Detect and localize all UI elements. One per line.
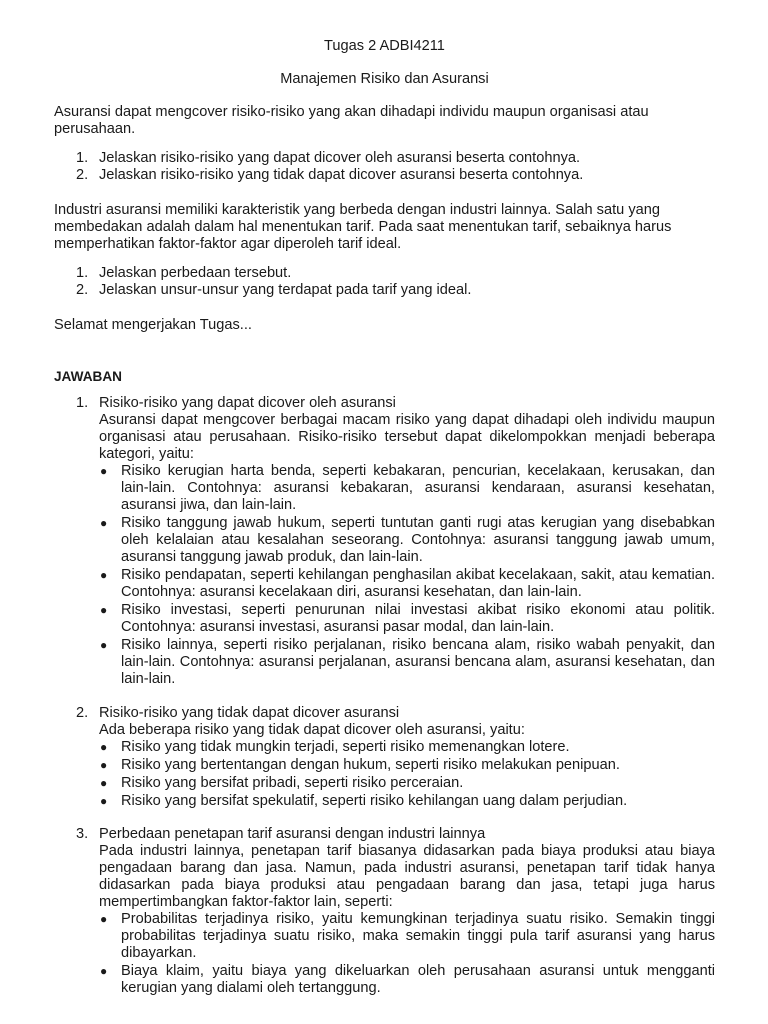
answer-1: 1. Risiko-risiko yang dapat dicover oleh asuransi Asuransi dapat mengcover berbagai macam risiko yang dapat dihadapi oleh individu maupun organisasi atau perusahaan. Risiko-risiko tersebut dapat dikelompokkan menjadi beberapa kategori, yaitu: ● Risiko kerugian harta benda, seperti kebakaran, pencurian, kecelakaan, kerusakan, dan lain-lain. Contohnya: asuransi kebakaran, asuransi kendaraan, asuransi kesehatan, asuransi jiwa, dan lain-lain. ● Risiko tanggung jawab hukum, seperti tuntutan ganti rugi atas kerugian yang disebabkan oleh kelalaian atau kesalahan seseorang. Contohnya: asuransi tanggung jawab umum, asuransi tanggung jawab produk, dan lain-lain. ● Risiko pendapatan, seperti kehilangan penghasilan akibat kecelakaan, sakit, atau kematian. Contohnya: asuransi kecelakaan diri, asuransi kesehatan, dan lain-lain. ● Risiko investasi, seperti penurunan nilai investasi akibat risiko ekonomi atau politik. Contohnya: asuransi investasi, asuransi pasar modal, dan lain-lain. ● Risiko lainnya, seperti risiko perjalanan, risiko bencana alam, risiko wabah penyakit, dan lain-lain. Contohnya: asuransi perjalanan, asuransi bencana alam, asuransi kesehatan, dan lain-lain. <box>76 395 715 687</box>
list-item: ● Risiko pendapatan, seperti kehilangan penghasilan akibat kecelakaan, sakit, atau kematian. Contohnya: asuransi kecelakaan diri, asuransi kesehatan, dan lain-lain. <box>100 567 715 600</box>
question-item: 1. Jelaskan risiko-risiko yang dapat dicover oleh asuransi beserta contohnya. <box>76 150 581 166</box>
intro-paragraph-2: Industri asuransi memiliki karakteristik yang berbeda dengan industri lainnya. Salah satu yang membedakan adalah dalam hal menentukan tarif. Pada saat menentukan tarif, sebaiknya harus memperhatikan faktor-faktor agar diperoleh tarif ideal. <box>54 202 672 252</box>
question-item: 1. Jelaskan perbedaan tersebut. <box>76 265 292 281</box>
document-subtitle: Manajemen Risiko dan Asuransi <box>280 71 489 87</box>
list-item: ● Risiko yang bertentangan dengan hukum, seperti risiko melakukan penipuan. <box>100 757 620 773</box>
document-title: Tugas 2 ADBI4211 <box>324 38 445 54</box>
answer-body: Ada beberapa risiko yang tidak dapat dicover oleh asuransi, yaitu: <box>99 722 525 738</box>
answer-title: Perbedaan penetapan tarif asuransi dengan industri lainnya <box>99 826 486 842</box>
intro-paragraph-1: Asuransi dapat mengcover risiko-risiko yang akan dihadapi individu maupun organisasi atau perusahaan. <box>54 104 649 137</box>
list-item: ● Risiko tanggung jawab hukum, seperti tuntutan ganti rugi atas kerugian yang disebabkan oleh kelalaian atau kesalahan seseorang. Contohnya: asuransi tanggung jawab umum, asuransi tanggung jawab produk, dan lain-lain. <box>100 515 715 565</box>
jawaban-heading: JAWABAN <box>54 369 122 384</box>
list-item: ● Risiko yang bersifat spekulatif, seperti risiko kehilangan uang dalam perjudian. <box>100 793 628 809</box>
question-item: 2. Jelaskan unsur-unsur yang terdapat pada tarif yang ideal. <box>76 282 472 298</box>
list-item: ● Biaya klaim, yaitu biaya yang dikeluarkan oleh perusahaan asuransi untuk mengganti kerugian yang dialami oleh tertanggung. <box>100 963 715 996</box>
answer-2: 2. Risiko-risiko yang tidak dapat dicover asuransi Ada beberapa risiko yang tidak dapat dicover oleh asuransi, yaitu: ● Risiko yang tidak mungkin terjadi, seperti risiko memenangkan lotere. ● Risiko yang bertentangan dengan hukum, seperti risiko melakukan penipuan. ● Risiko yang bersifat pribadi, seperti risiko perceraian. ● Risiko yang bersifat spekulatif, seperti risiko kehilangan uang dalam perjudian. <box>54 705 715 810</box>
answer-body: Pada industri lainnya, penetapan tarif biasanya didasarkan pada biaya produksi atau biaya pengadaan barang dan jasa. Namun, pada industri asuransi, penetapan tarif tidak hanya didasarkan pada biaya produksi atau pengadaan barang dan jasa, tetapi juga harus mempertimbangkan faktor-faktor lain, seperti: <box>99 843 715 910</box>
answer-title: Risiko-risiko yang tidak dapat dicover asuransi <box>99 705 400 721</box>
document-page <box>54 38 715 998</box>
answer-3: 3. Perbedaan penetapan tarif asuransi dengan industri lainnya Pada industri lainnya, penetapan tarif biasanya didasarkan pada biaya produksi atau biaya pengadaan barang dan jasa. Namun, pada industri asuransi, penetapan tarif tidak hanya didasarkan pada biaya produksi atau pengadaan barang dan jasa, tetapi juga harus mempertimbangkan faktor-faktor lain, seperti: ● Probabilitas terjadinya risiko, yaitu kemungkinan terjadinya suatu risiko. Semakin tinggi probabilitas terjadinya suatu risiko, maka semakin tinggi pula tarif asuransi yang harus dibayarkan. ● Biaya klaim, yaitu biaya yang dikeluarkan oleh perusahaan asuransi untuk mengganti kerugian yang dialami oleh tertanggung. <box>76 826 715 996</box>
answer-body: Asuransi dapat mengcover berbagai macam risiko yang dapat dihadapi oleh individu maupun organisasi atau perusahaan. Risiko-risiko tersebut dapat dikelompokkan menjadi beberapa kategori, yaitu: <box>99 412 715 462</box>
question-list-1 <box>54 150 715 184</box>
list-item: ● Risiko investasi, seperti penurunan nilai investasi akibat risiko ekonomi atau politik. Contohnya: asuransi investasi, asuransi pasar modal, dan lain-lain. <box>100 602 715 635</box>
bullet-list <box>99 911 715 997</box>
bullet-list <box>99 739 715 810</box>
question-item: 2. Jelaskan risiko-risiko yang tidak dapat dicover asuransi beserta contohnya. <box>76 167 584 183</box>
list-item: ● Risiko lainnya, seperti risiko perjalanan, risiko bencana alam, risiko wabah penyakit, dan lain-lain. Contohnya: asuransi perjalanan, asuransi bencana alam, asuransi kesehatan, dan lain-lain. <box>100 637 715 687</box>
list-item: ● Probabilitas terjadinya risiko, yaitu kemungkinan terjadinya suatu risiko. Semakin tinggi probabilitas terjadinya suatu risiko, maka semakin tinggi pula tarif asuransi yang harus dibayarkan. <box>100 911 715 961</box>
list-item: ● Risiko yang bersifat pribadi, seperti risiko perceraian. <box>100 775 464 791</box>
closing-text: Selamat mengerjakan Tugas... <box>54 317 252 333</box>
bullet-list <box>99 463 715 688</box>
list-item: ● Risiko kerugian harta benda, seperti kebakaran, pencurian, kecelakaan, kerusakan, dan lain-lain. Contohnya: asuransi kebakaran, asuransi kendaraan, asuransi kesehatan, asuransi jiwa, dan lain-lain. <box>100 463 715 513</box>
list-item: ● Risiko yang tidak mungkin terjadi, seperti risiko memenangkan lotere. <box>100 739 570 755</box>
question-list-2 <box>54 265 715 299</box>
answer-title: Risiko-risiko yang dapat dicover oleh asuransi <box>99 395 396 411</box>
